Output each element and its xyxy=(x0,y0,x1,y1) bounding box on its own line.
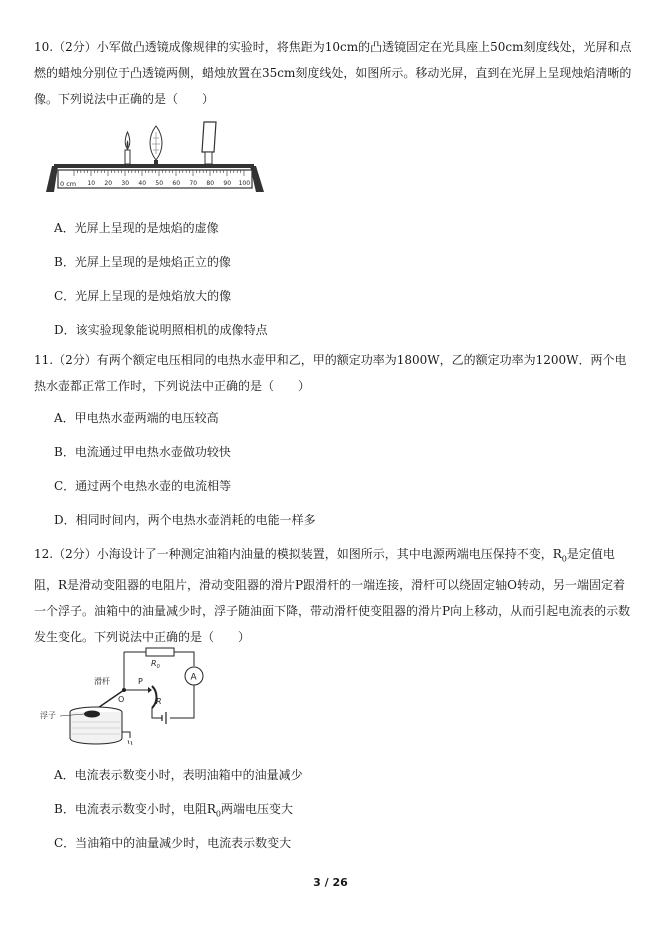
q10-option-d: D．该实验现象能说明照相机的成像特点 xyxy=(54,323,268,337)
resistor-r0 xyxy=(146,648,174,656)
ammeter-label: A xyxy=(190,672,197,683)
label-p: P xyxy=(138,677,143,686)
bench-left-leg xyxy=(46,166,58,192)
q11-option-d: D．相同时间内，两个电热水壶消耗的电能一样多 xyxy=(54,513,316,527)
question-score: （2分） xyxy=(53,40,97,54)
label-rod: 滑杆 xyxy=(94,677,110,686)
label-o: O xyxy=(118,695,125,704)
scale-tick-label: 60 xyxy=(172,180,181,187)
label-float: 浮子 xyxy=(40,711,56,720)
subscript: 0 xyxy=(561,554,567,564)
scale-tick-label: 70 xyxy=(189,180,198,187)
question-score: （2分） xyxy=(53,547,97,561)
question-stem-part2: 是定值电阻，R是滑动变阻器的电阻片，滑动变阻器的滑片P跟滑杆的一端连接，滑杆可以绕固定轴O转动，另一端固定着一个浮子。油箱中的油量减少时，浮子随油面下降，带动滑杆使变阻器的滑片P向上移动，从而引起电流表的示数发生变化。下列说法中正确的是（ ） xyxy=(34,547,631,645)
q12-option-b xyxy=(54,799,293,824)
question-stem: 小军做凸透镜成像规律的实验时，将焦距为10cm的凸透镜固定在光具座上50cm刻度线处，光屏和点燃的蜡烛分别位于凸透镜两侧，蜡烛放置在35cm刻度线处，如图所示。移动光屏，直到在光屏上呈现烛焰清晰的像。下列说法中正确的是（ ） xyxy=(34,40,632,106)
scale-tick-label: 20 xyxy=(104,180,113,187)
q11-option-c: C．通过两个电热水壶的电流相等 xyxy=(54,479,232,493)
oil-gauge-circuit-figure xyxy=(38,646,214,750)
question-11 xyxy=(34,347,634,399)
q10-option-a: A．光屏上呈现的是烛焰的虚像 xyxy=(54,221,219,235)
battery xyxy=(162,712,166,724)
question-score: （2分） xyxy=(53,353,97,367)
float xyxy=(84,711,100,718)
option-b-text: B．电流表示数变小时，电阻R xyxy=(54,802,216,816)
scale-tick-label: 100 xyxy=(238,180,251,187)
q10-option-b: B．光屏上呈现的是烛焰正立的像 xyxy=(54,255,231,269)
scale-tick-label: 30 xyxy=(121,180,130,187)
scale-tick-label: 50 xyxy=(155,180,164,187)
scale-tick-label: 10 xyxy=(87,180,96,187)
candle xyxy=(125,132,130,164)
option-b-tail: 两端电压变大 xyxy=(220,802,293,816)
q10-option-c: C．光屏上呈现的是烛焰放大的像 xyxy=(54,289,232,303)
question-number: 12. xyxy=(34,547,54,561)
convex-lens xyxy=(150,126,162,164)
light-screen xyxy=(202,122,216,164)
question-stem: 有两个额定电压相同的电热水壶甲和乙，甲的额定功率为1800W，乙的额定功率为1200W．两个电热水壶都正常工作时，下列说法中正确的是（ ） xyxy=(34,353,627,393)
tank-tap xyxy=(122,732,130,738)
q11-option-b: B．电流通过甲电热水壶做功较快 xyxy=(54,445,231,459)
question-stem-part1: 小海设计了一种测定油箱内油量的模拟装置，如图所示，其中电源两端电压保持不变，R xyxy=(96,547,562,561)
question-number: 11. xyxy=(34,353,54,367)
scale-tick-label: 80 xyxy=(206,180,215,187)
q11-option-a: A．甲电热水壶两端的电压较高 xyxy=(54,411,219,425)
question-10 xyxy=(34,34,634,112)
label-r0: $R_0$ xyxy=(151,659,160,670)
page-number: 3 / 26 xyxy=(313,876,348,889)
label-r: R xyxy=(156,697,162,706)
scale-label-0: 0 cm xyxy=(60,180,77,188)
scale-tick-label: 90 xyxy=(223,180,232,187)
scale-tick-label: 40 xyxy=(138,180,147,187)
question-number: 10. xyxy=(34,40,54,54)
subscript: 0 xyxy=(215,809,221,819)
optical-bench-figure xyxy=(44,118,266,196)
q12-option-c: C．当油箱中的油量减少时，电流表示数变大 xyxy=(54,836,292,850)
question-12 xyxy=(34,541,634,650)
q12-option-a: A．电流表示数变小时，表明油箱中的油量减少 xyxy=(54,768,303,782)
bench-rail-top xyxy=(54,164,254,168)
